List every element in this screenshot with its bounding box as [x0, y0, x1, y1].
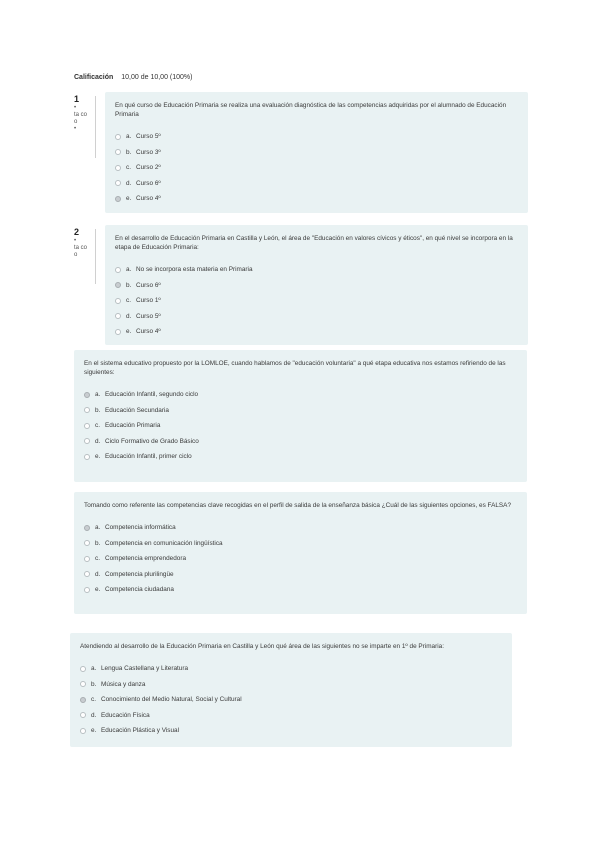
option-letter: b.: [126, 148, 132, 156]
answer-option[interactable]: [84, 536, 517, 552]
radio-button[interactable]: [115, 134, 121, 140]
option-text: Competencia informática: [105, 524, 176, 532]
option-letter: b.: [95, 406, 101, 414]
radio-button[interactable]: [84, 525, 90, 531]
question-card: [74, 492, 527, 614]
option-letter: c.: [95, 422, 100, 430]
option-text: Educación Primaria: [105, 422, 161, 430]
radio-button[interactable]: [80, 697, 86, 703]
option-text: Educación Plástica y Visual: [101, 727, 180, 735]
answer-option[interactable]: [80, 708, 502, 724]
option-letter: e.: [126, 328, 132, 336]
question-info-line: o: [74, 119, 78, 125]
option-letter: a.: [126, 266, 132, 274]
radio-button[interactable]: [115, 180, 121, 186]
option-letter: e.: [95, 453, 101, 461]
question-info-line: •: [74, 105, 77, 111]
answer-option[interactable]: [115, 262, 518, 278]
radio-button[interactable]: [84, 571, 90, 577]
option-letter: d.: [95, 437, 101, 445]
radio-button[interactable]: [84, 454, 90, 460]
question-number: 2: [74, 227, 80, 237]
radio-button[interactable]: [84, 587, 90, 593]
radio-button[interactable]: [115, 165, 121, 171]
option-text: Competencia plurilingüe: [105, 570, 174, 578]
option-letter: d.: [126, 179, 132, 187]
radio-button[interactable]: [115, 149, 121, 155]
option-letter: b.: [95, 539, 101, 547]
question-info-line: o: [74, 252, 78, 258]
option-text: No se incorpora esta materia en Primaria: [136, 266, 253, 274]
answer-option[interactable]: [84, 418, 517, 434]
question-text: En qué curso de Educación Primaria se realiza una evaluación diagnóstica de las competencias adquiridas por el alumnado de Educación Primaria: [115, 102, 507, 118]
answer-option[interactable]: [84, 449, 517, 465]
question-info-line: •: [74, 126, 77, 132]
radio-button[interactable]: [80, 712, 86, 718]
option-letter: c.: [126, 297, 131, 305]
question-card: [105, 92, 528, 213]
option-text: Educación Física: [101, 711, 150, 719]
option-text: Curso 1º: [136, 297, 161, 305]
radio-button[interactable]: [80, 681, 86, 687]
option-letter: b.: [126, 281, 132, 289]
question-info-line: ta co: [74, 245, 88, 251]
answer-option[interactable]: [80, 661, 502, 677]
answer-option[interactable]: [115, 129, 518, 145]
radio-button[interactable]: [115, 267, 121, 273]
option-text: Conocimiento del Medio Natural, Social y Cultural: [101, 696, 242, 704]
answer-option[interactable]: [80, 723, 502, 739]
option-text: Curso 6º: [136, 179, 161, 187]
option-text: Curso 6º: [136, 281, 161, 289]
radio-button[interactable]: [115, 329, 121, 335]
option-letter: d.: [91, 711, 97, 719]
answer-option[interactable]: [115, 191, 518, 207]
option-letter: a.: [91, 665, 97, 673]
answer-option[interactable]: [84, 567, 517, 583]
option-text: Curso 5º: [136, 312, 161, 320]
radio-button[interactable]: [84, 423, 90, 429]
answer-option[interactable]: [84, 520, 517, 536]
option-letter: e.: [91, 727, 97, 735]
question-text: Atendiendo al desarrollo de la Educación Primaria en Castilla y León qué área de las siguientes no se imparte en 1º de Primaria:: [80, 643, 444, 650]
radio-button[interactable]: [84, 556, 90, 562]
answer-option[interactable]: [115, 176, 518, 192]
option-letter: c.: [126, 164, 131, 172]
answer-option[interactable]: [115, 160, 518, 176]
answer-option[interactable]: [80, 692, 502, 708]
answer-option[interactable]: [115, 278, 518, 294]
answer-option[interactable]: [115, 293, 518, 309]
option-text: Lengua Castellana y Literatura: [101, 665, 189, 673]
option-text: Competencia emprendedora: [105, 555, 186, 563]
option-letter: c.: [95, 555, 100, 563]
answer-option[interactable]: [115, 309, 518, 325]
radio-button[interactable]: [115, 196, 121, 202]
option-text: Educación Secundaria: [105, 406, 169, 414]
option-text: Curso 4º: [136, 195, 161, 203]
answer-option[interactable]: [84, 434, 517, 450]
question-text: En el sistema educativo propuesto por la LOMLOE, cuando hablamos de "educación voluntaria" a qué etapa educativa nos estamos refiriendo de las siguientes:: [84, 360, 506, 376]
radio-button[interactable]: [80, 728, 86, 734]
grade-label: Calificación: [74, 74, 114, 81]
answer-option[interactable]: [84, 403, 517, 419]
answer-option[interactable]: [115, 324, 518, 340]
question-info-2: [74, 229, 87, 259]
option-letter: a.: [126, 133, 132, 141]
question-number: 1: [74, 94, 80, 104]
answer-option[interactable]: [84, 582, 517, 598]
option-text: Curso 5º: [136, 133, 161, 141]
option-text: Curso 4º: [136, 328, 161, 336]
question-text: Tomando como referente las competencias clave recogidas en el perfil de salida de la enseñanza básica ¿Cuál de las siguientes opciones, es FALSA?: [84, 502, 512, 509]
radio-button[interactable]: [84, 407, 90, 413]
option-text: Ciclo Formativo de Grado Básico: [105, 437, 199, 445]
option-text: Educación Infantil, segundo ciclo: [105, 391, 199, 399]
grade-summary: [74, 74, 192, 81]
radio-button[interactable]: [84, 392, 90, 398]
option-letter: b.: [91, 680, 97, 688]
answer-option[interactable]: [84, 387, 517, 403]
option-letter: d.: [95, 570, 101, 578]
question-info-divider: [95, 229, 96, 284]
option-text: Música y danza: [101, 680, 146, 688]
option-text: Curso 2º: [136, 164, 161, 172]
option-text: Educación Infantil, primer ciclo: [105, 453, 192, 461]
option-text: Curso 3º: [136, 148, 161, 156]
option-letter: a.: [95, 391, 101, 399]
answer-option[interactable]: [115, 145, 518, 161]
question-info-line: •: [74, 238, 77, 244]
option-letter: d.: [126, 312, 132, 320]
question-card: [70, 633, 512, 747]
option-text: Competencia ciudadana: [105, 586, 174, 594]
question-text: En el desarrollo de Educación Primaria en Castilla y León, el área de "Educación en valores cívicos y éticos", en qué nivel se incorpora en la etapa de Educación Primaria:: [115, 235, 513, 251]
radio-button[interactable]: [115, 313, 121, 319]
radio-button[interactable]: [80, 666, 86, 672]
radio-button[interactable]: [115, 298, 121, 304]
radio-button[interactable]: [84, 438, 90, 444]
question-info-divider: [95, 96, 96, 158]
answer-option[interactable]: [84, 551, 517, 567]
question-card: [105, 225, 528, 345]
radio-button[interactable]: [115, 282, 121, 288]
option-text: Competencia en comunicación lingüística: [105, 539, 223, 547]
option-letter: e.: [95, 586, 101, 594]
option-letter: a.: [95, 524, 101, 532]
question-info-line: ta co: [74, 112, 88, 118]
question-info-1: [74, 96, 87, 133]
question-card: [74, 350, 527, 482]
answer-option[interactable]: [80, 677, 502, 693]
option-letter: e.: [126, 195, 132, 203]
option-letter: c.: [91, 696, 96, 704]
grade-value: 10,00 de 10,00 (100%): [121, 74, 193, 81]
radio-button[interactable]: [84, 540, 90, 546]
